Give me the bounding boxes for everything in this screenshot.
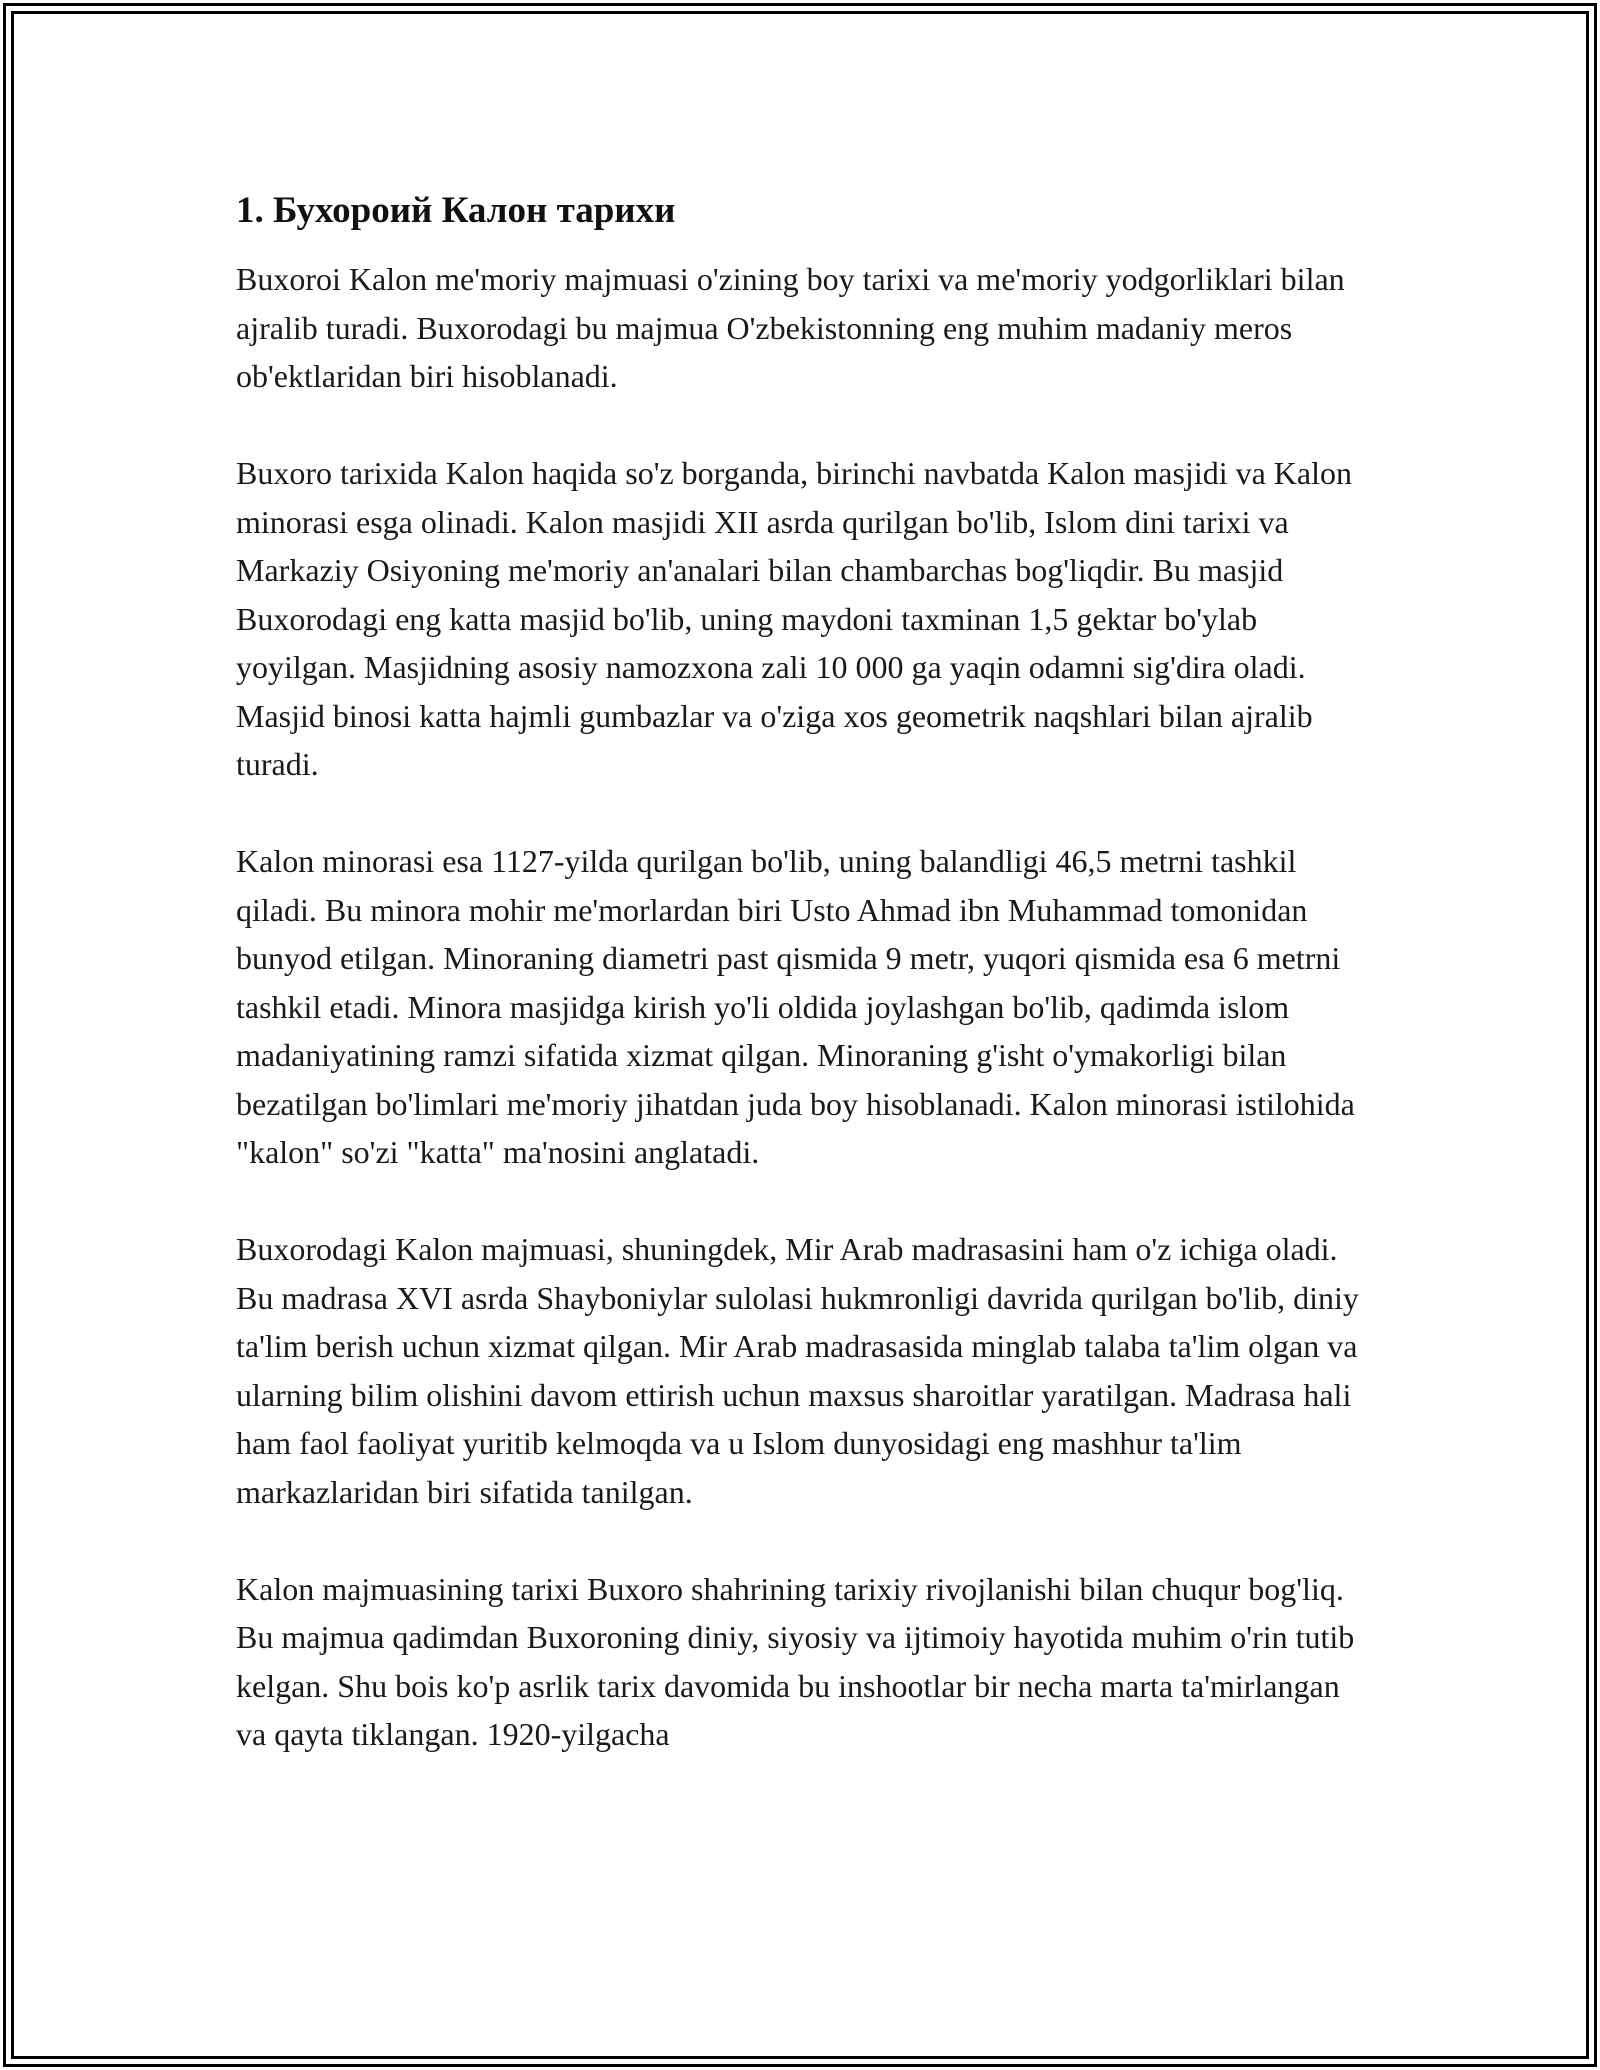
document-body — [236, 187, 1366, 1807]
paragraph-history: Kalon majmuasining tarixi Buxoro shahrining tarixiy rivojlanishi bilan chuqur bog'liq. Bu majmua qadimdan Buxoroning diniy, siyosiy va ijtimoiy hayotida muhim o'rin tutib kelgan. Shu bois ko'p asrlik tarix davomida bu inshootlar bir necha marta ta'mirlangan va qayta tiklangan. 1920-yilgacha — [236, 1570, 1355, 1752]
paragraph-intro: Buxoroi Kalon me'moriy majmuasi o'zining boy tarixi va me'moriy yodgorliklari bilan ajralib turadi. Buxorodagi bu majmua O'zbekistonning eng muhim madaniy meros ob'ektlaridan biri hisoblanadi. — [236, 261, 1345, 394]
paragraph-mir-arab-madrasa: Buxorodagi Kalon majmuasi, shuningdek, Mir Arab madrasasini ham o'z ichiga oladi. Bu madrasa XVI asrda Shayboniylar sulolasi hukmronligi davrida qurilgan bo'lib, diniy ta'lim berish uchun xizmat qilgan. Mir Arab madrasasida minglab talaba ta'lim olgan va ularning bilim olishini davom ettirish uchun maxsus sharoitlar yaratilgan. Madrasa hali ham faol faoliyat yuritib kelmoqda va u Islom dunyosidagi eng mashhur ta'lim markazlaridan biri sifatida tanilgan. — [236, 1231, 1359, 1510]
section-heading: 1. Бухороий Калон тарихи — [236, 190, 676, 231]
paragraph-kalon-mosque: Buxoro tarixida Kalon haqida so'z borganda, birinchi navbatda Kalon masjidi va Kalon minorasi esga olinadi. Kalon masjidi XII asrda qurilgan bo'lib, Islom dini tarixi va Markaziy Osiyoning me'moriy an'analari bilan chambarchas bog'liqdir. Bu masjid Buxorodagi eng katta masjid bo'lib, uning maydoni taxminan 1,5 gektar bo'ylab yoyilgan. Masjidning asosiy namozxona zali 10 000 ga yaqin odamni sig'dira oladi. Masjid binosi katta hajmli gumbazlar va o'ziga xos geometrik naqshlari bilan ajralib turadi. — [236, 455, 1352, 782]
paragraph-kalon-minaret: Kalon minorasi esa 1127-yilda qurilgan bo'lib, uning balandligi 46,5 metrni tashkil qiladi. Bu minora mohir me'morlardan biri Usto Ahmad ibn Muhammad tomonidan bunyod etilgan. Minoraning diametri past qismida 9 metr, yuqori qismida esa 6 metrni tashkil etadi. Minora masjidga kirish yo'li oldida joylashgan bo'lib, qadimda islom madaniyatining ramzi sifatida xizmat qilgan. Minoraning g'isht o'ymakorligi bilan bezatilgan bo'limlari me'moriy jihatdan juda boy hisoblanadi. Kalon minorasi istilohida "kalon" so'zi "katta" ma'nosini anglatadi. — [236, 843, 1355, 1170]
